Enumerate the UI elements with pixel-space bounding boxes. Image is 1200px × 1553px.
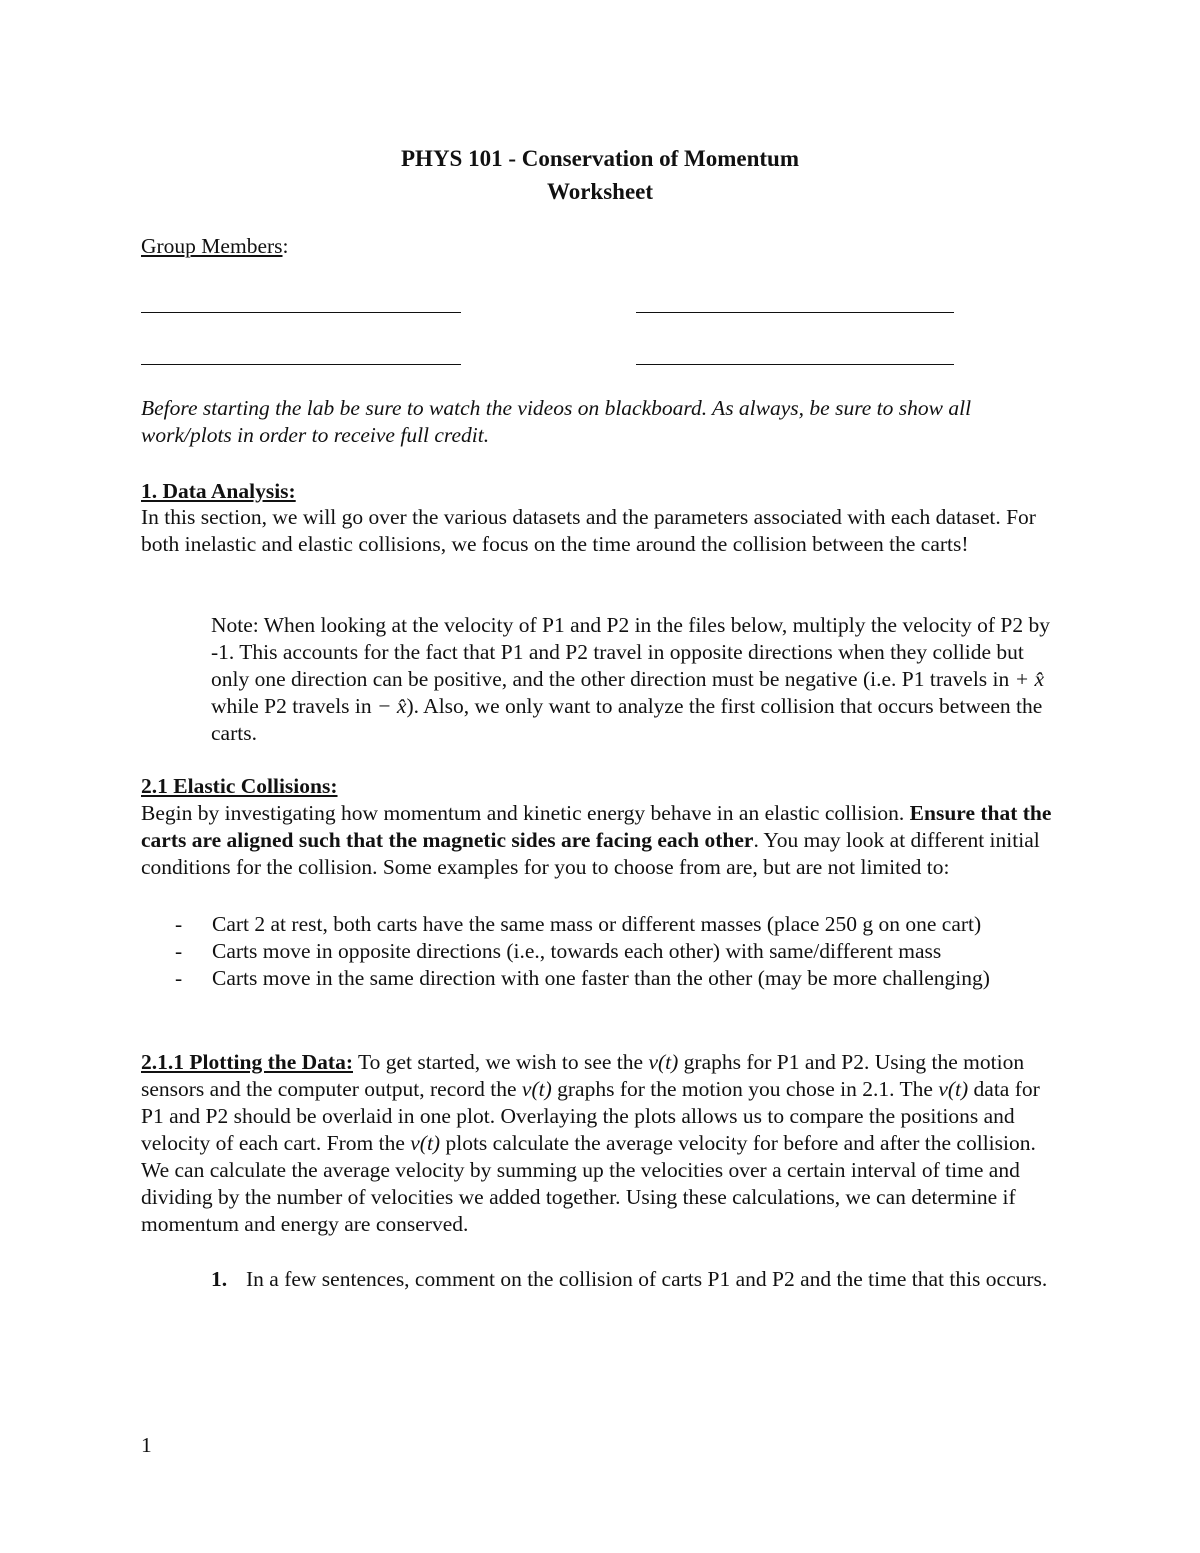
list-item bbox=[141, 965, 1066, 992]
note-part-1: Note: When looking at the velocity of P1 and P2 in the files below, multiply the velocity of P2 by -1. This accounts for the fact that P1 and P2 travel in opposite directions when they collide but only one direction can be positive, and the other direction must be negative (i.e. P1 travels in bbox=[211, 613, 1050, 691]
section-1-body: In this section, we will go over the various datasets and the parameters associated with each dataset. For both inelastic and elastic collisions, we focus on the time around the collision between the carts! bbox=[141, 505, 1036, 556]
section-1-heading bbox=[141, 478, 1066, 505]
intro-instructions bbox=[141, 395, 1066, 449]
section-2-1-body bbox=[141, 800, 1066, 881]
bullet-dash: - bbox=[175, 966, 183, 990]
plotting-text-2: graphs for P1 and P2. Using the motion sensors and the computer output, record the bbox=[141, 1050, 1025, 1101]
section-2-1-body-part-2: . You may look at different initial conditions for the collision. Some examples for you to choose from are, but are not limited to: bbox=[141, 828, 1040, 879]
group-members-colon: : bbox=[282, 234, 289, 258]
question-number: 1. bbox=[211, 1267, 228, 1291]
bullet-dash: - bbox=[175, 912, 183, 936]
vt-symbol: v(t) bbox=[648, 1050, 679, 1074]
note-part-2: while P2 travels in bbox=[211, 694, 378, 718]
member-name-line-1[interactable] bbox=[141, 312, 461, 313]
list-item bbox=[141, 938, 1066, 965]
section-2-1-body-part-1: Begin by investigating how momentum and kinetic energy behave in an elastic collision. bbox=[141, 801, 910, 825]
member-name-line-4[interactable] bbox=[636, 364, 954, 365]
vt-symbol: v(t) bbox=[521, 1077, 552, 1101]
section-2-1-heading-text: 2.1 Elastic Collisions: bbox=[141, 774, 338, 798]
section-2-1-1-heading: 2.1.1 Plotting the Data: bbox=[141, 1050, 353, 1074]
plotting-text-5: plots calculate the average velocity for before and after the collision. We can calculate the average velocity by summing up the velocities over a certain interval of time and dividing by the number of velocities we added together. Using these calculations, we can determine if momentum and energy are conserved. bbox=[141, 1131, 1036, 1236]
list-item-text: Carts move in opposite directions (i.e., towards each other) with same/different mass bbox=[212, 939, 942, 963]
section-2-1-1-paragraph bbox=[141, 1049, 1066, 1238]
velocity-note bbox=[211, 612, 1061, 747]
group-members-text: Group Members bbox=[141, 234, 283, 258]
vt-symbol: v(t) bbox=[938, 1077, 969, 1101]
intro-text: Before starting the lab be sure to watch the videos on blackboard. As always, be sure to show all work/plots in order to receive full credit. bbox=[141, 396, 972, 447]
plotting-text-3: graphs for the motion you chose in 2.1. The bbox=[551, 1077, 939, 1101]
question-1 bbox=[211, 1266, 1061, 1293]
list-item-text: Carts move in the same direction with one faster than the other (may be more challenging) bbox=[212, 966, 990, 990]
member-name-line-2[interactable] bbox=[636, 312, 954, 313]
question-text: In a few sentences, comment on the collision of carts P1 and P2 and the time that this occurs. bbox=[246, 1267, 1048, 1291]
section-1-heading-text: 1. Data Analysis: bbox=[141, 479, 296, 503]
minus-x-hat: − x̂ bbox=[377, 694, 407, 718]
note-part-3: ). Also, we only want to analyze the first collision that occurs between the carts. bbox=[211, 694, 1043, 745]
plotting-text-4: data for P1 and P2 should be overlaid in one plot. Overlaying the plots allows us to compare the positions and velocity of each cart. From the bbox=[141, 1077, 1040, 1155]
group-members-label bbox=[141, 233, 289, 260]
document-title: PHYS 101 - Conservation of Momentum bbox=[401, 146, 799, 171]
initial-conditions-list bbox=[141, 911, 1066, 992]
list-item-text: Cart 2 at rest, both carts have the same mass or different masses (place 250 g on one cart) bbox=[212, 912, 982, 936]
plus-x-hat: + x̂ bbox=[1014, 667, 1045, 691]
document-subtitle: Worksheet bbox=[546, 179, 654, 204]
page-number: 1 bbox=[141, 1433, 152, 1457]
alignment-instruction: Ensure that the carts are aligned such that the magnetic sides are facing each other bbox=[141, 801, 1052, 852]
bullet-dash: - bbox=[175, 939, 183, 963]
list-item bbox=[141, 911, 1066, 938]
section-2-1-heading bbox=[141, 773, 1066, 800]
member-name-line-3[interactable] bbox=[141, 364, 461, 365]
vt-symbol: v(t) bbox=[410, 1131, 441, 1155]
plotting-text-1: To get started, we wish to see the bbox=[353, 1050, 649, 1074]
